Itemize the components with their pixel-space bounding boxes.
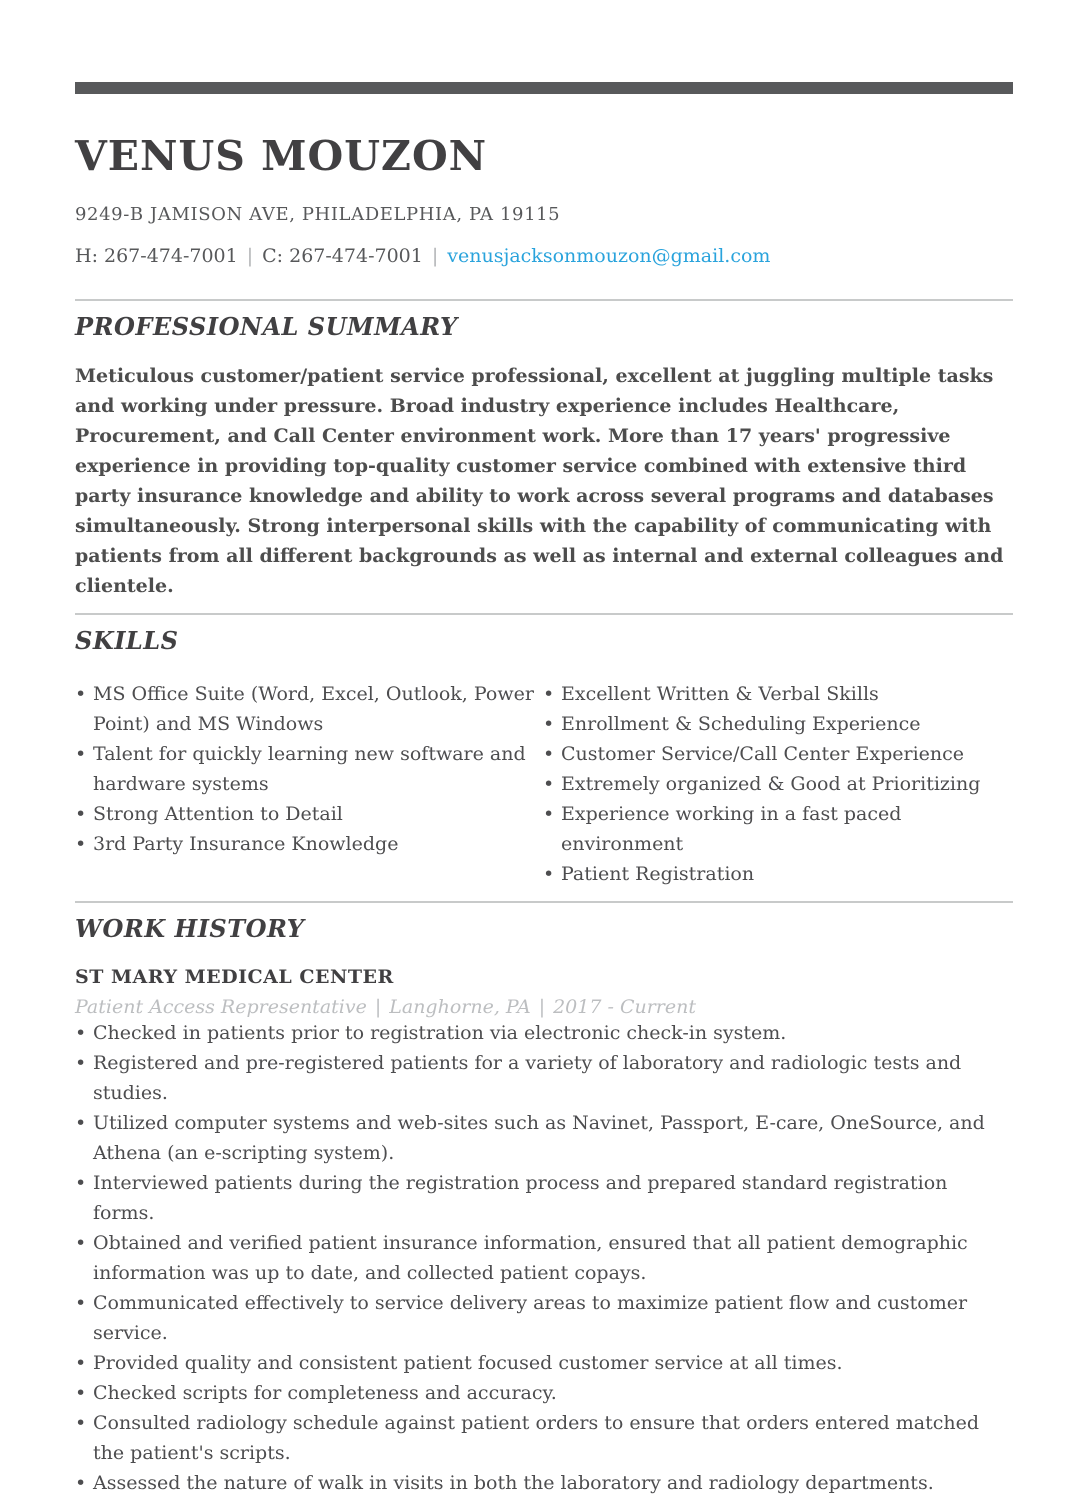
skill-item: • 3rd Party Insurance Knowledge [75, 829, 543, 859]
job-title: Patient Access Representative [75, 996, 367, 1018]
skills-section-heading: SKILLS [75, 626, 179, 655]
candidate-name: VENUS MOUZON [75, 132, 488, 180]
job-bullet: • Utilized computer systems and web-sites such as Navinet, Passport, E-care, OneSource, and Athena (an e-scripting system). [75, 1108, 1013, 1168]
job-bullet: • Assessed the nature of walk in visits in both the laboratory and radiology departments. [75, 1468, 1013, 1498]
job-separator: | [374, 996, 382, 1018]
job-bullet: • Interviewed patients during the registration process and prepared standard registration forms. [75, 1168, 1013, 1228]
contact-line [75, 245, 1013, 267]
address-line: 9249-B JAMISON AVE, PHILADELPHIA, PA 19115 [75, 204, 561, 225]
contact-separator: | [431, 245, 439, 267]
email-link[interactable]: venusjacksonmouzon@gmail.com [447, 245, 771, 267]
employer-name: ST MARY MEDICAL CENTER [75, 966, 394, 988]
skill-item: • Excellent Written & Verbal Skills [543, 679, 1013, 709]
job-bullet: • Communicated effectively to service delivery areas to maximize patient flow and customer service. [75, 1288, 1013, 1348]
job-location: Langhorne, PA [389, 996, 531, 1018]
job-bullet: • Registered and pre-registered patients for a variety of laboratory and radiologic tests and studies. [75, 1048, 1013, 1108]
skill-item: • Strong Attention to Detail [75, 799, 543, 829]
skill-item: • Extremely organized & Good at Prioritizing [543, 769, 1013, 799]
job-bullet: • Checked in patients prior to registration via electronic check-in system. [75, 1018, 1013, 1048]
section-divider [75, 901, 1013, 903]
job-bullet: • Provided quality and consistent patient focused customer service at all times. [75, 1348, 1013, 1378]
job-bullet: • Consulted radiology schedule against patient orders to ensure that orders entered matched the patient's scripts. [75, 1408, 1013, 1468]
header-accent-bar [75, 82, 1013, 94]
skill-item: • Enrollment & Scheduling Experience [543, 709, 1013, 739]
summary-section-heading: PROFESSIONAL SUMMARY [75, 312, 458, 341]
section-divider [75, 613, 1013, 615]
summary-text: Meticulous customer/patient service professional, excellent at juggling multiple tasks and working under pressure. Broad industry experience includes Healthcare, Procurement, and Call Center environment work. More than 17 years' progressive experience in providing top-quality customer service combined with extensive third party insurance knowledge and ability to work across several programs and databases simultaneously. Strong interpersonal skills with the capability of communicating with patients from all different backgrounds as well as internal and external colleagues and clientele. [75, 365, 1004, 597]
job-bullet: • Obtained and verified patient insurance information, ensured that all patient demographic information was up to date, and collected patient copays. [75, 1228, 1013, 1288]
skill-item: • Customer Service/Call Center Experience [543, 739, 1013, 769]
skills-columns [75, 679, 1013, 889]
job-bullet-list [75, 1018, 1013, 1498]
job-title-line [75, 996, 1013, 1018]
skill-item: • MS Office Suite (Word, Excel, Outlook, Power Point) and MS Windows [75, 679, 543, 739]
skill-item: • Experience working in a fast paced environment [543, 799, 1013, 859]
skills-column-right [543, 679, 1013, 889]
job-entry [75, 966, 1013, 1498]
work-history-section-heading: WORK HISTORY [75, 914, 305, 943]
job-separator: | [538, 996, 546, 1018]
section-divider [75, 299, 1013, 301]
skill-item: • Patient Registration [543, 859, 1013, 889]
skill-item: • Talent for quickly learning new software and hardware systems [75, 739, 543, 799]
job-dates: 2017 - Current [553, 996, 697, 1018]
cell-phone: C: 267-474-7001 [262, 245, 423, 267]
skills-column-left [75, 679, 543, 889]
contact-separator: | [246, 245, 254, 267]
job-bullet: • Checked scripts for completeness and accuracy. [75, 1378, 1013, 1408]
home-phone: H: 267-474-7001 [75, 245, 238, 267]
